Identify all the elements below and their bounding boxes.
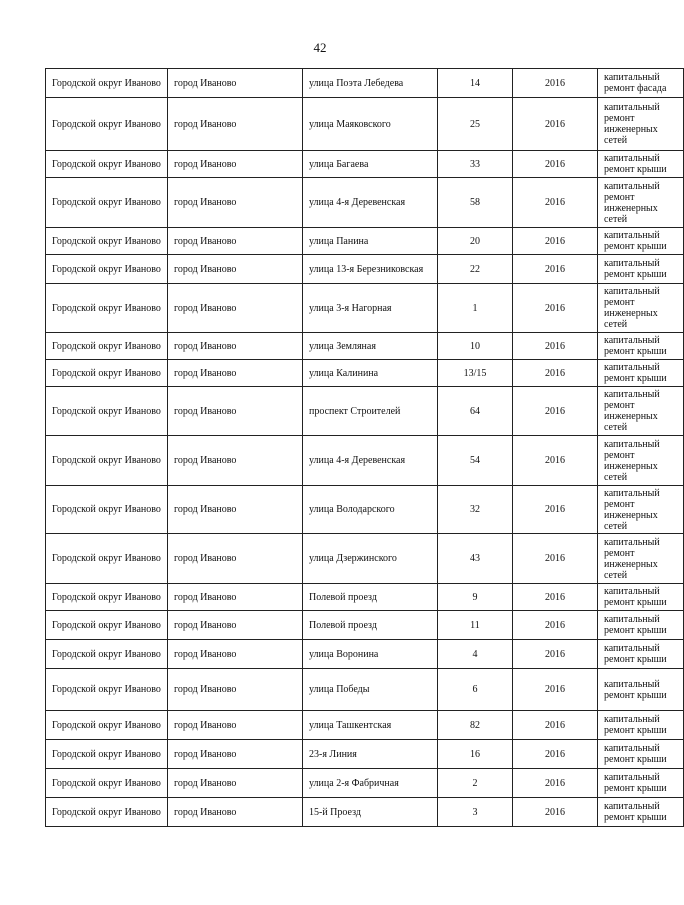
cell-street: улица Земляная <box>303 333 438 360</box>
table-row <box>46 284 684 333</box>
table-row <box>46 360 684 387</box>
cell-house-number: 11 <box>438 611 513 640</box>
cell-year: 2016 <box>513 284 598 333</box>
cell-year: 2016 <box>513 640 598 669</box>
table-row <box>46 640 684 669</box>
table-row <box>46 436 684 486</box>
cell-street: 23-я Линия <box>303 740 438 769</box>
cell-house-number: 43 <box>438 534 513 584</box>
cell-settlement: город Иваново <box>168 98 303 151</box>
cell-settlement: город Иваново <box>168 333 303 360</box>
cell-municipality: Городской округ Иваново <box>46 178 168 228</box>
cell-year: 2016 <box>513 486 598 534</box>
table-row <box>46 333 684 360</box>
cell-settlement: город Иваново <box>168 769 303 798</box>
cell-municipality: Городской округ Иваново <box>46 669 168 711</box>
cell-work-type: капитальный ремонт крыши <box>598 669 684 711</box>
cell-municipality: Городской округ Иваново <box>46 255 168 284</box>
cell-house-number: 2 <box>438 769 513 798</box>
cell-house-number: 3 <box>438 798 513 827</box>
cell-settlement: город Иваново <box>168 255 303 284</box>
table-row <box>46 584 684 611</box>
cell-settlement: город Иваново <box>168 360 303 387</box>
cell-work-type: капитальный ремонт крыши <box>598 611 684 640</box>
table-row <box>46 769 684 798</box>
cell-municipality: Городской округ Иваново <box>46 69 168 98</box>
table-row <box>46 611 684 640</box>
cell-settlement: город Иваново <box>168 669 303 711</box>
cell-work-type: капитальный ремонт крыши <box>598 798 684 827</box>
cell-settlement: город Иваново <box>168 798 303 827</box>
cell-work-type: капитальный ремонт инженерных сетей <box>598 387 684 436</box>
cell-street: улица 13-я Березниковская <box>303 255 438 284</box>
page-number: 42 <box>313 40 327 55</box>
cell-house-number: 33 <box>438 151 513 178</box>
cell-work-type: капитальный ремонт крыши <box>598 711 684 740</box>
cell-municipality: Городской округ Иваново <box>46 640 168 669</box>
cell-settlement: город Иваново <box>168 178 303 228</box>
cell-house-number: 6 <box>438 669 513 711</box>
cell-municipality: Городской округ Иваново <box>46 284 168 333</box>
cell-street: улица Володарского <box>303 486 438 534</box>
cell-street: улица Калинина <box>303 360 438 387</box>
cell-house-number: 16 <box>438 740 513 769</box>
cell-settlement: город Иваново <box>168 711 303 740</box>
cell-house-number: 58 <box>438 178 513 228</box>
cell-street: Полевой проезд <box>303 584 438 611</box>
table-row <box>46 255 684 284</box>
cell-year: 2016 <box>513 255 598 284</box>
cell-work-type: капитальный ремонт инженерных сетей <box>598 436 684 486</box>
cell-work-type: капитальный ремонт крыши <box>598 333 684 360</box>
cell-street: улица 2-я Фабричная <box>303 769 438 798</box>
cell-municipality: Городской округ Иваново <box>46 387 168 436</box>
cell-year: 2016 <box>513 798 598 827</box>
cell-house-number: 22 <box>438 255 513 284</box>
cell-work-type: капитальный ремонт крыши <box>598 740 684 769</box>
cell-house-number: 9 <box>438 584 513 611</box>
cell-municipality: Городской округ Иваново <box>46 769 168 798</box>
cell-year: 2016 <box>513 333 598 360</box>
cell-municipality: Городской округ Иваново <box>46 228 168 255</box>
cell-street: улица Поэта Лебедева <box>303 69 438 98</box>
cell-municipality: Городской округ Иваново <box>46 711 168 740</box>
cell-house-number: 25 <box>438 98 513 151</box>
cell-year: 2016 <box>513 387 598 436</box>
cell-work-type: капитальный ремонт крыши <box>598 360 684 387</box>
cell-settlement: город Иваново <box>168 740 303 769</box>
cell-settlement: город Иваново <box>168 436 303 486</box>
cell-municipality: Городской округ Иваново <box>46 333 168 360</box>
cell-work-type: капитальный ремонт фасада <box>598 69 684 98</box>
cell-street: улица Маяковского <box>303 98 438 151</box>
cell-work-type: капитальный ремонт крыши <box>598 228 684 255</box>
cell-municipality: Городской округ Иваново <box>46 740 168 769</box>
cell-street: улица 4-я Деревенская <box>303 178 438 228</box>
cell-house-number: 13/15 <box>438 360 513 387</box>
cell-street: улица Панина <box>303 228 438 255</box>
cell-municipality: Городской округ Иваново <box>46 534 168 584</box>
cell-work-type: капитальный ремонт крыши <box>598 769 684 798</box>
cell-year: 2016 <box>513 740 598 769</box>
table-row <box>46 534 684 584</box>
cell-settlement: город Иваново <box>168 284 303 333</box>
cell-street: улица Воронина <box>303 640 438 669</box>
cell-year: 2016 <box>513 98 598 151</box>
cell-house-number: 82 <box>438 711 513 740</box>
cell-house-number: 32 <box>438 486 513 534</box>
cell-municipality: Городской округ Иваново <box>46 486 168 534</box>
cell-settlement: город Иваново <box>168 640 303 669</box>
cell-year: 2016 <box>513 584 598 611</box>
cell-settlement: город Иваново <box>168 611 303 640</box>
cell-municipality: Городской округ Иваново <box>46 436 168 486</box>
cell-settlement: город Иваново <box>168 584 303 611</box>
cell-settlement: город Иваново <box>168 387 303 436</box>
table-row <box>46 740 684 769</box>
cell-year: 2016 <box>513 769 598 798</box>
table-row <box>46 669 684 711</box>
cell-year: 2016 <box>513 69 598 98</box>
cell-year: 2016 <box>513 178 598 228</box>
cell-work-type: капитальный ремонт крыши <box>598 151 684 178</box>
cell-house-number: 4 <box>438 640 513 669</box>
table-row <box>46 711 684 740</box>
table-row <box>46 69 684 98</box>
cell-municipality: Городской округ Иваново <box>46 360 168 387</box>
cell-house-number: 14 <box>438 69 513 98</box>
cell-street: улица 4-я Деревенская <box>303 436 438 486</box>
cell-house-number: 1 <box>438 284 513 333</box>
cell-street: улица Победы <box>303 669 438 711</box>
cell-street: улица Ташкентская <box>303 711 438 740</box>
table-body <box>46 69 684 827</box>
cell-house-number: 10 <box>438 333 513 360</box>
cell-work-type: капитальный ремонт крыши <box>598 584 684 611</box>
table-row <box>46 228 684 255</box>
cell-settlement: город Иваново <box>168 69 303 98</box>
repair-table <box>45 68 684 827</box>
table-row <box>46 151 684 178</box>
cell-house-number: 54 <box>438 436 513 486</box>
cell-year: 2016 <box>513 669 598 711</box>
cell-work-type: капитальный ремонт инженерных сетей <box>598 284 684 333</box>
cell-work-type: капитальный ремонт инженерных сетей <box>598 98 684 151</box>
cell-work-type: капитальный ремонт инженерных сетей <box>598 178 684 228</box>
cell-municipality: Городской округ Иваново <box>46 611 168 640</box>
cell-year: 2016 <box>513 436 598 486</box>
cell-street: 15-й Проезд <box>303 798 438 827</box>
table-row <box>46 98 684 151</box>
cell-municipality: Городской округ Иваново <box>46 98 168 151</box>
cell-street: улица Багаева <box>303 151 438 178</box>
cell-year: 2016 <box>513 360 598 387</box>
table-row <box>46 486 684 534</box>
cell-municipality: Городской округ Иваново <box>46 584 168 611</box>
cell-year: 2016 <box>513 534 598 584</box>
cell-street: улица Дзержинского <box>303 534 438 584</box>
cell-municipality: Городской округ Иваново <box>46 798 168 827</box>
cell-work-type: капитальный ремонт крыши <box>598 640 684 669</box>
table-row <box>46 178 684 228</box>
cell-work-type: капитальный ремонт крыши <box>598 255 684 284</box>
cell-work-type: капитальный ремонт инженерных сетей <box>598 534 684 584</box>
cell-settlement: город Иваново <box>168 486 303 534</box>
cell-settlement: город Иваново <box>168 534 303 584</box>
table-row <box>46 798 684 827</box>
cell-street: Полевой проезд <box>303 611 438 640</box>
cell-house-number: 20 <box>438 228 513 255</box>
cell-year: 2016 <box>513 711 598 740</box>
cell-year: 2016 <box>513 151 598 178</box>
cell-settlement: город Иваново <box>168 228 303 255</box>
cell-year: 2016 <box>513 228 598 255</box>
cell-street: улица 3-я Нагорная <box>303 284 438 333</box>
cell-year: 2016 <box>513 611 598 640</box>
cell-street: проспект Строителей <box>303 387 438 436</box>
cell-work-type: капитальный ремонт инженерных сетей <box>598 486 684 534</box>
cell-settlement: город Иваново <box>168 151 303 178</box>
table-row <box>46 387 684 436</box>
cell-municipality: Городской округ Иваново <box>46 151 168 178</box>
cell-house-number: 64 <box>438 387 513 436</box>
